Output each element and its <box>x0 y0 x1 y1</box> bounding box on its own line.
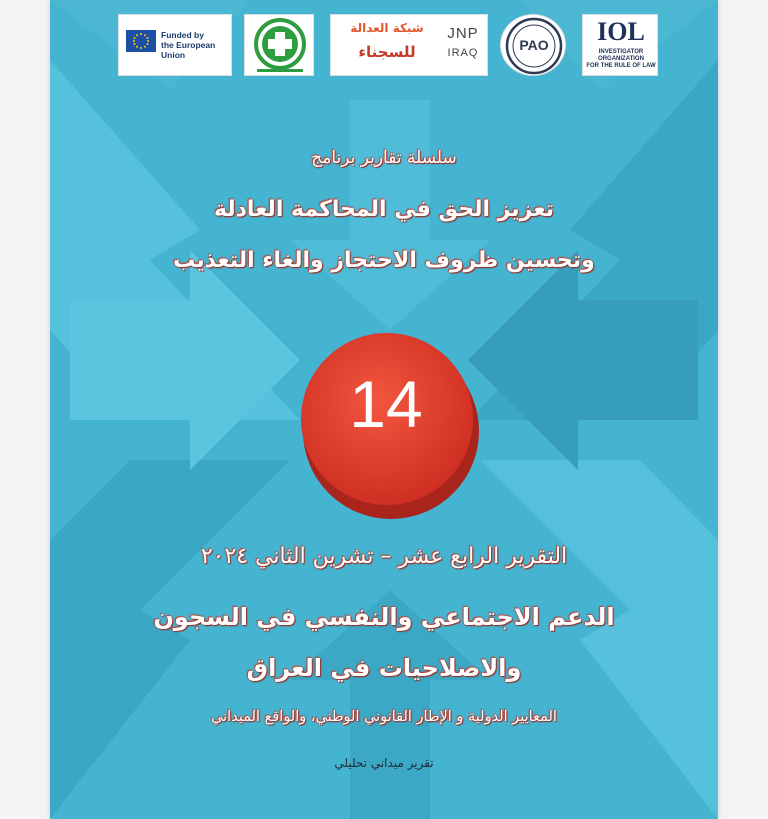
report-number: 14 <box>349 367 423 441</box>
iol-logo <box>582 14 658 76</box>
pao-text: PAO <box>519 37 549 53</box>
sponsor-logos <box>50 14 718 78</box>
report-subtitle: المعايير الدولية و الإطار القانوني الوطني، والواقع الميداني <box>211 709 557 725</box>
pao-logo <box>500 14 566 76</box>
report-title-line2: والاصلاحيات في العراق <box>246 654 522 682</box>
iol-subtitle: INVESTIGATOR ORGANIZATION FOR THE RULE OF LAW <box>586 49 656 69</box>
report-title-line1: الدعم الاجتماعي والنفسي في السجون <box>153 603 615 631</box>
program-title-line1: تعزيز الحق في المحاكمة العادلة <box>213 197 555 222</box>
eu-logo <box>118 14 232 76</box>
eu-funding-text: Funded by the European Union <box>161 30 216 60</box>
program-title-line2: وتحسين ظروف الاحتجاز والغاء التعذيب <box>173 248 595 273</box>
iraq-mark: IRAQ <box>447 47 479 59</box>
report-type: تقرير ميداني تحليلي <box>334 756 434 770</box>
report-number-badge <box>299 327 483 523</box>
justice-network-name: شبكة العدالة <box>350 21 424 35</box>
series-label: سلسلة تقارير برنامج <box>311 148 457 168</box>
justice-network-logo <box>330 14 488 76</box>
iol-mark: IOL <box>597 17 645 46</box>
green-cross-icon <box>245 15 315 77</box>
eu-flag-icon <box>126 30 156 52</box>
justice-network-prisoners: للسجناء <box>358 43 416 61</box>
npa-logo <box>244 14 314 76</box>
report-date: التقرير الرابع عشر – تشرين الثاني ٢٠٢٤ <box>200 544 568 569</box>
report-cover <box>50 0 718 819</box>
jnp-mark: JNP <box>447 25 479 42</box>
